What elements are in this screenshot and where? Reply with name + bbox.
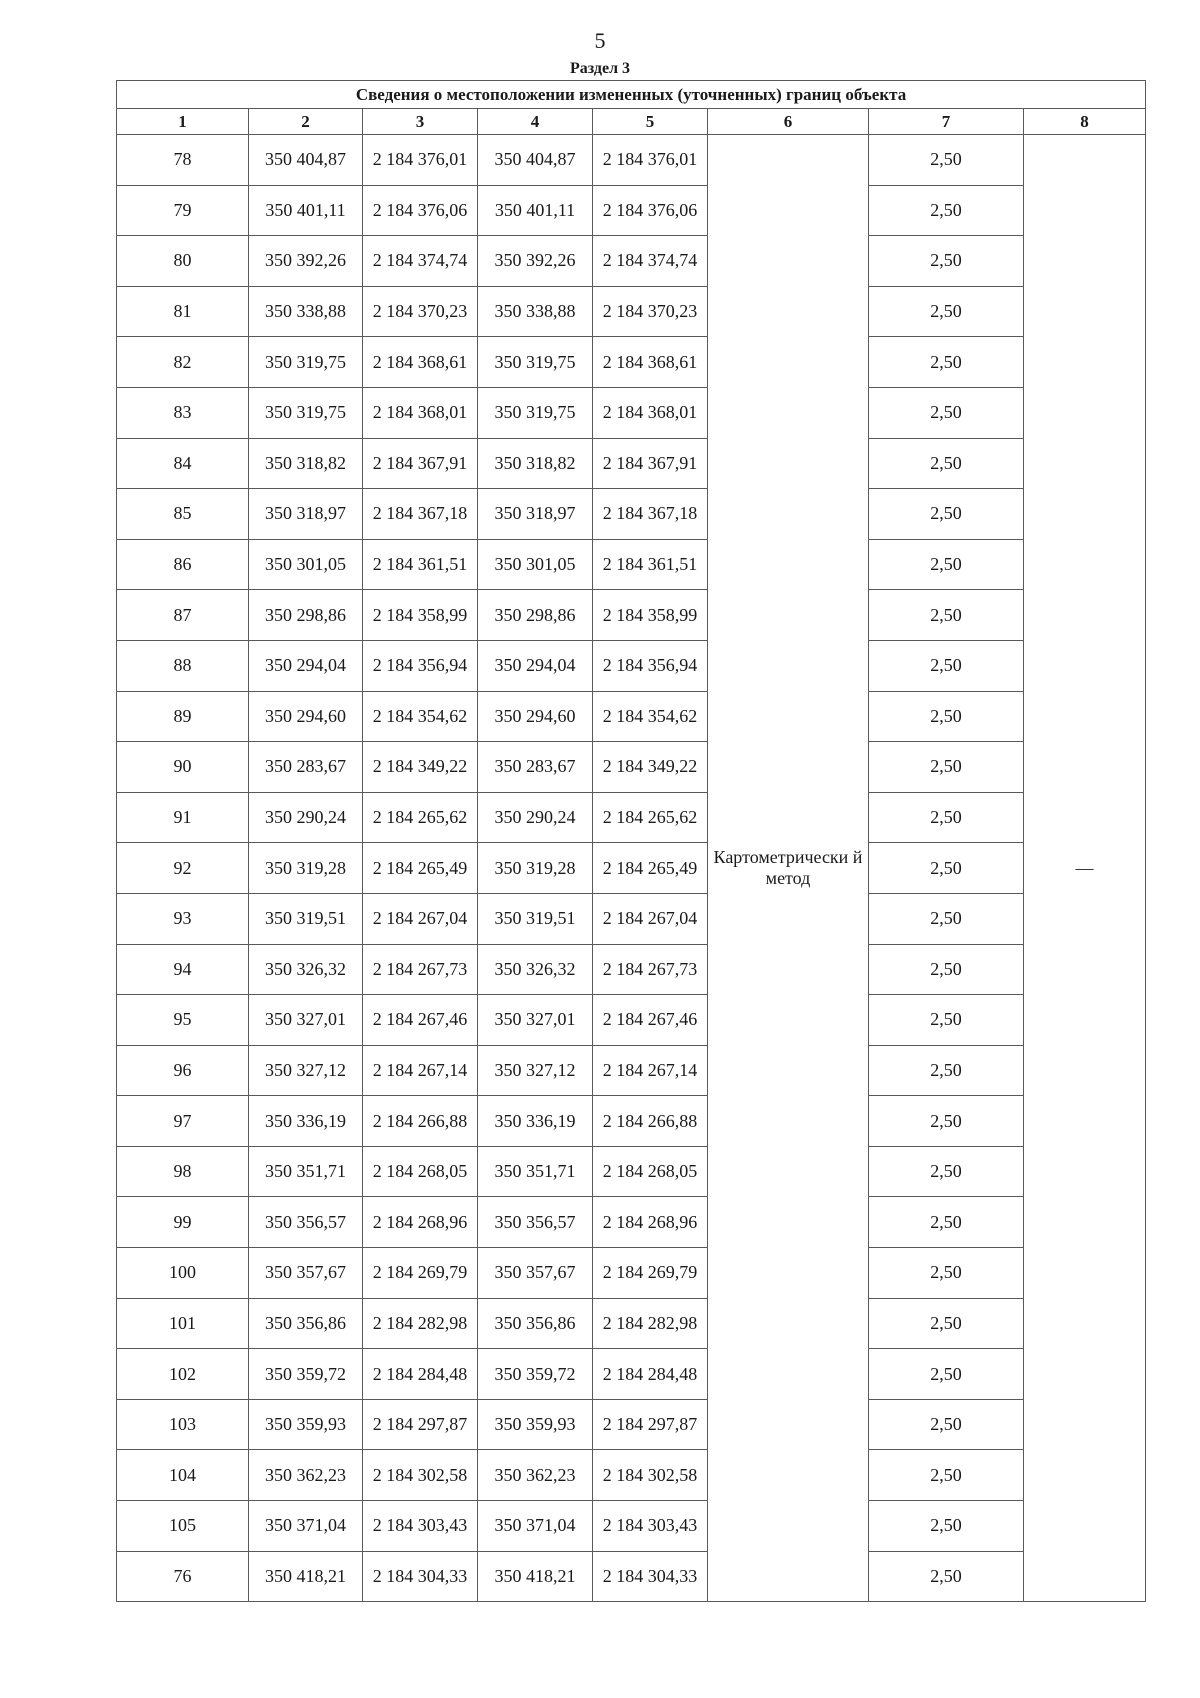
- table-row: [117, 1551, 1146, 1602]
- accuracy-cell: 2,50: [869, 286, 1024, 337]
- accuracy-cell: 2,50: [869, 843, 1024, 894]
- point-number-cell: 95: [117, 995, 249, 1046]
- y-coordinate-cell: 2 184 367,18: [363, 489, 478, 540]
- x-coordinate-cell: 350 319,75: [478, 387, 593, 438]
- table-row: [117, 236, 1146, 287]
- y-coordinate-cell: 2 184 354,62: [593, 691, 708, 742]
- x-coordinate-cell: 350 326,32: [249, 944, 363, 995]
- accuracy-cell: 2,50: [869, 185, 1024, 236]
- method-cell: Картометрически й метод: [708, 135, 869, 1602]
- table-row: [117, 792, 1146, 843]
- point-number-cell: 101: [117, 1298, 249, 1349]
- column-number: 2: [249, 109, 363, 135]
- point-number-cell: 78: [117, 135, 249, 186]
- y-coordinate-cell: 2 184 269,79: [363, 1248, 478, 1299]
- table-row: [117, 337, 1146, 388]
- y-coordinate-cell: 2 184 370,23: [363, 286, 478, 337]
- column-number-row: [117, 109, 1146, 135]
- y-coordinate-cell: 2 184 268,05: [363, 1146, 478, 1197]
- table-row: [117, 438, 1146, 489]
- table-caption-row: [117, 81, 1146, 109]
- table-caption: Сведения о местоположении измененных (уточненных) границ объекта: [117, 81, 1146, 109]
- accuracy-cell: 2,50: [869, 1298, 1024, 1349]
- table-row: [117, 1248, 1146, 1299]
- point-number-cell: 90: [117, 742, 249, 793]
- column-number: 4: [478, 109, 593, 135]
- x-coordinate-cell: 350 336,19: [249, 1096, 363, 1147]
- point-number-cell: 88: [117, 640, 249, 691]
- table-row: [117, 489, 1146, 540]
- point-number-cell: 89: [117, 691, 249, 742]
- x-coordinate-cell: 350 362,23: [478, 1450, 593, 1501]
- x-coordinate-cell: 350 357,67: [478, 1248, 593, 1299]
- table-row: [117, 1096, 1146, 1147]
- y-coordinate-cell: 2 184 304,33: [363, 1551, 478, 1602]
- table-row: [117, 742, 1146, 793]
- x-coordinate-cell: 350 318,97: [249, 489, 363, 540]
- point-number-cell: 76: [117, 1551, 249, 1602]
- column-number: 3: [363, 109, 478, 135]
- x-coordinate-cell: 350 318,82: [249, 438, 363, 489]
- x-coordinate-cell: 350 294,04: [249, 640, 363, 691]
- accuracy-cell: 2,50: [869, 1096, 1024, 1147]
- x-coordinate-cell: 350 298,86: [249, 590, 363, 641]
- boundary-coordinates-table: [116, 80, 1146, 1602]
- point-number-cell: 81: [117, 286, 249, 337]
- table-row: [117, 1298, 1146, 1349]
- y-coordinate-cell: 2 184 302,58: [363, 1450, 478, 1501]
- x-coordinate-cell: 350 359,72: [478, 1349, 593, 1400]
- y-coordinate-cell: 2 184 266,88: [593, 1096, 708, 1147]
- y-coordinate-cell: 2 184 356,94: [363, 640, 478, 691]
- x-coordinate-cell: 350 401,11: [249, 185, 363, 236]
- table-row: [117, 1197, 1146, 1248]
- table-row: [117, 995, 1146, 1046]
- y-coordinate-cell: 2 184 267,46: [593, 995, 708, 1046]
- y-coordinate-cell: 2 184 368,01: [593, 387, 708, 438]
- point-number-cell: 103: [117, 1399, 249, 1450]
- y-coordinate-cell: 2 184 367,91: [593, 438, 708, 489]
- column-number: 5: [593, 109, 708, 135]
- y-coordinate-cell: 2 184 284,48: [363, 1349, 478, 1400]
- x-coordinate-cell: 350 318,97: [478, 489, 593, 540]
- y-coordinate-cell: 2 184 267,46: [363, 995, 478, 1046]
- x-coordinate-cell: 350 298,86: [478, 590, 593, 641]
- x-coordinate-cell: 350 404,87: [478, 135, 593, 186]
- y-coordinate-cell: 2 184 356,94: [593, 640, 708, 691]
- point-number-cell: 92: [117, 843, 249, 894]
- x-coordinate-cell: 350 362,23: [249, 1450, 363, 1501]
- x-coordinate-cell: 350 319,51: [249, 893, 363, 944]
- y-coordinate-cell: 2 184 282,98: [593, 1298, 708, 1349]
- x-coordinate-cell: 350 418,21: [249, 1551, 363, 1602]
- accuracy-cell: 2,50: [869, 1146, 1024, 1197]
- y-coordinate-cell: 2 184 361,51: [593, 539, 708, 590]
- accuracy-cell: 2,50: [869, 944, 1024, 995]
- table-row: [117, 590, 1146, 641]
- y-coordinate-cell: 2 184 370,23: [593, 286, 708, 337]
- point-number-cell: 85: [117, 489, 249, 540]
- accuracy-cell: 2,50: [869, 742, 1024, 793]
- x-coordinate-cell: 350 371,04: [478, 1501, 593, 1552]
- accuracy-cell: 2,50: [869, 590, 1024, 641]
- x-coordinate-cell: 350 327,12: [478, 1045, 593, 1096]
- point-number-cell: 82: [117, 337, 249, 388]
- y-coordinate-cell: 2 184 265,49: [593, 843, 708, 894]
- table-row: [117, 387, 1146, 438]
- x-coordinate-cell: 350 351,71: [249, 1146, 363, 1197]
- table-row: [117, 843, 1146, 894]
- table-row: [117, 1146, 1146, 1197]
- section-title: Раздел 3: [569, 60, 631, 77]
- x-coordinate-cell: 350 301,05: [249, 539, 363, 590]
- x-coordinate-cell: 350 327,01: [249, 995, 363, 1046]
- x-coordinate-cell: 350 294,04: [478, 640, 593, 691]
- y-coordinate-cell: 2 184 284,48: [593, 1349, 708, 1400]
- y-coordinate-cell: 2 184 349,22: [363, 742, 478, 793]
- x-coordinate-cell: 350 359,93: [249, 1399, 363, 1450]
- y-coordinate-cell: 2 184 266,88: [363, 1096, 478, 1147]
- y-coordinate-cell: 2 184 354,62: [363, 691, 478, 742]
- y-coordinate-cell: 2 184 297,87: [363, 1399, 478, 1450]
- x-coordinate-cell: 350 319,51: [478, 893, 593, 944]
- table-row: [117, 640, 1146, 691]
- y-coordinate-cell: 2 184 268,96: [593, 1197, 708, 1248]
- x-coordinate-cell: 350 319,28: [478, 843, 593, 894]
- table-row: [117, 944, 1146, 995]
- table-row: [117, 1450, 1146, 1501]
- accuracy-cell: 2,50: [869, 893, 1024, 944]
- x-coordinate-cell: 350 392,26: [478, 236, 593, 287]
- point-number-cell: 91: [117, 792, 249, 843]
- x-coordinate-cell: 350 392,26: [249, 236, 363, 287]
- x-coordinate-cell: 350 418,21: [478, 1551, 593, 1602]
- x-coordinate-cell: 350 359,72: [249, 1349, 363, 1400]
- y-coordinate-cell: 2 184 303,43: [363, 1501, 478, 1552]
- accuracy-cell: 2,50: [869, 691, 1024, 742]
- accuracy-cell: 2,50: [869, 995, 1024, 1046]
- accuracy-cell: 2,50: [869, 1248, 1024, 1299]
- x-coordinate-cell: 350 283,67: [249, 742, 363, 793]
- y-coordinate-cell: 2 184 268,96: [363, 1197, 478, 1248]
- accuracy-cell: 2,50: [869, 337, 1024, 388]
- y-coordinate-cell: 2 184 376,06: [363, 185, 478, 236]
- table-row: [117, 1045, 1146, 1096]
- accuracy-cell: 2,50: [869, 792, 1024, 843]
- accuracy-cell: 2,50: [869, 387, 1024, 438]
- y-coordinate-cell: 2 184 265,49: [363, 843, 478, 894]
- x-coordinate-cell: 350 318,82: [478, 438, 593, 489]
- y-coordinate-cell: 2 184 358,99: [363, 590, 478, 641]
- y-coordinate-cell: 2 184 267,04: [363, 893, 478, 944]
- point-number-cell: 79: [117, 185, 249, 236]
- x-coordinate-cell: 350 319,28: [249, 843, 363, 894]
- point-number-cell: 84: [117, 438, 249, 489]
- y-coordinate-cell: 2 184 268,05: [593, 1146, 708, 1197]
- x-coordinate-cell: 350 401,11: [478, 185, 593, 236]
- point-number-cell: 80: [117, 236, 249, 287]
- table-row: [117, 691, 1146, 742]
- y-coordinate-cell: 2 184 269,79: [593, 1248, 708, 1299]
- y-coordinate-cell: 2 184 374,74: [363, 236, 478, 287]
- x-coordinate-cell: 350 319,75: [249, 337, 363, 388]
- x-coordinate-cell: 350 326,32: [478, 944, 593, 995]
- y-coordinate-cell: 2 184 376,06: [593, 185, 708, 236]
- accuracy-cell: 2,50: [869, 1399, 1024, 1450]
- accuracy-cell: 2,50: [869, 539, 1024, 590]
- y-coordinate-cell: 2 184 367,91: [363, 438, 478, 489]
- point-number-cell: 96: [117, 1045, 249, 1096]
- point-number-cell: 94: [117, 944, 249, 995]
- y-coordinate-cell: 2 184 302,58: [593, 1450, 708, 1501]
- y-coordinate-cell: 2 184 265,62: [363, 792, 478, 843]
- y-coordinate-cell: 2 184 367,18: [593, 489, 708, 540]
- column-number: 8: [1024, 109, 1146, 135]
- x-coordinate-cell: 350 356,86: [478, 1298, 593, 1349]
- point-number-cell: 98: [117, 1146, 249, 1197]
- x-coordinate-cell: 350 404,87: [249, 135, 363, 186]
- point-number-cell: 87: [117, 590, 249, 641]
- table-row: [117, 185, 1146, 236]
- y-coordinate-cell: 2 184 267,14: [593, 1045, 708, 1096]
- column-number: 7: [869, 109, 1024, 135]
- x-coordinate-cell: 350 338,88: [249, 286, 363, 337]
- x-coordinate-cell: 350 371,04: [249, 1501, 363, 1552]
- y-coordinate-cell: 2 184 303,43: [593, 1501, 708, 1552]
- point-number-cell: 83: [117, 387, 249, 438]
- y-coordinate-cell: 2 184 361,51: [363, 539, 478, 590]
- column-number: 6: [708, 109, 869, 135]
- point-number-cell: 105: [117, 1501, 249, 1552]
- accuracy-cell: 2,50: [869, 1501, 1024, 1552]
- y-coordinate-cell: 2 184 267,14: [363, 1045, 478, 1096]
- column-number: 1: [117, 109, 249, 135]
- y-coordinate-cell: 2 184 349,22: [593, 742, 708, 793]
- accuracy-cell: 2,50: [869, 640, 1024, 691]
- table-row: [117, 1501, 1146, 1552]
- y-coordinate-cell: 2 184 358,99: [593, 590, 708, 641]
- x-coordinate-cell: 350 336,19: [478, 1096, 593, 1147]
- table-row: [117, 135, 1146, 186]
- x-coordinate-cell: 350 351,71: [478, 1146, 593, 1197]
- table-row: [117, 1399, 1146, 1450]
- x-coordinate-cell: 350 327,12: [249, 1045, 363, 1096]
- x-coordinate-cell: 350 356,57: [249, 1197, 363, 1248]
- accuracy-cell: 2,50: [869, 1197, 1024, 1248]
- point-number-cell: 86: [117, 539, 249, 590]
- point-number-cell: 102: [117, 1349, 249, 1400]
- x-coordinate-cell: 350 338,88: [478, 286, 593, 337]
- x-coordinate-cell: 350 319,75: [478, 337, 593, 388]
- accuracy-cell: 2,50: [869, 1045, 1024, 1096]
- point-number-cell: 100: [117, 1248, 249, 1299]
- y-coordinate-cell: 2 184 267,73: [363, 944, 478, 995]
- point-number-cell: 97: [117, 1096, 249, 1147]
- table-row: [117, 893, 1146, 944]
- table-row: [117, 1349, 1146, 1400]
- point-number-cell: 104: [117, 1450, 249, 1501]
- y-coordinate-cell: 2 184 297,87: [593, 1399, 708, 1450]
- y-coordinate-cell: 2 184 374,74: [593, 236, 708, 287]
- accuracy-cell: 2,50: [869, 1450, 1024, 1501]
- table-row: [117, 286, 1146, 337]
- y-coordinate-cell: 2 184 267,04: [593, 893, 708, 944]
- table-row: [117, 539, 1146, 590]
- x-coordinate-cell: 350 356,86: [249, 1298, 363, 1349]
- y-coordinate-cell: 2 184 368,01: [363, 387, 478, 438]
- y-coordinate-cell: 2 184 267,73: [593, 944, 708, 995]
- x-coordinate-cell: 350 359,93: [478, 1399, 593, 1450]
- column-8-cell: —: [1024, 135, 1146, 1602]
- point-number-cell: 93: [117, 893, 249, 944]
- x-coordinate-cell: 350 319,75: [249, 387, 363, 438]
- accuracy-cell: 2,50: [869, 489, 1024, 540]
- y-coordinate-cell: 2 184 368,61: [363, 337, 478, 388]
- x-coordinate-cell: 350 290,24: [249, 792, 363, 843]
- x-coordinate-cell: 350 290,24: [478, 792, 593, 843]
- point-number-cell: 99: [117, 1197, 249, 1248]
- x-coordinate-cell: 350 356,57: [478, 1197, 593, 1248]
- x-coordinate-cell: 350 357,67: [249, 1248, 363, 1299]
- accuracy-cell: 2,50: [869, 438, 1024, 489]
- accuracy-cell: 2,50: [869, 1551, 1024, 1602]
- y-coordinate-cell: 2 184 376,01: [593, 135, 708, 186]
- y-coordinate-cell: 2 184 304,33: [593, 1551, 708, 1602]
- y-coordinate-cell: 2 184 282,98: [363, 1298, 478, 1349]
- x-coordinate-cell: 350 283,67: [478, 742, 593, 793]
- accuracy-cell: 2,50: [869, 1349, 1024, 1400]
- accuracy-cell: 2,50: [869, 135, 1024, 186]
- y-coordinate-cell: 2 184 265,62: [593, 792, 708, 843]
- y-coordinate-cell: 2 184 376,01: [363, 135, 478, 186]
- y-coordinate-cell: 2 184 368,61: [593, 337, 708, 388]
- accuracy-cell: 2,50: [869, 236, 1024, 287]
- x-coordinate-cell: 350 294,60: [478, 691, 593, 742]
- page-number: 5: [594, 28, 606, 53]
- x-coordinate-cell: 350 301,05: [478, 539, 593, 590]
- x-coordinate-cell: 350 327,01: [478, 995, 593, 1046]
- x-coordinate-cell: 350 294,60: [249, 691, 363, 742]
